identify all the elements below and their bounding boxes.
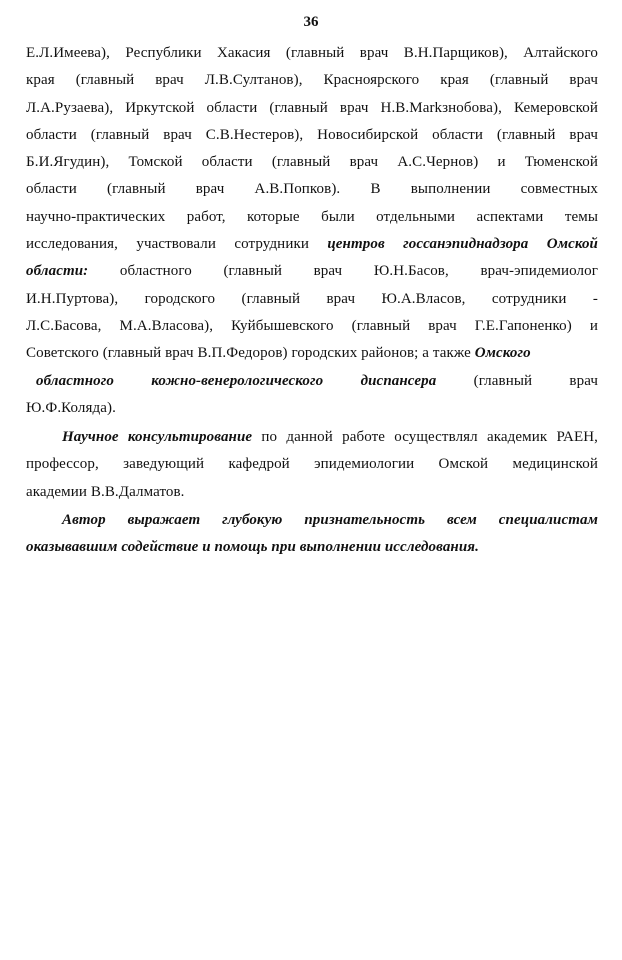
text-segment: областного (главный врач Ю.Н.Басов, врач-эпидемиолог <box>88 263 598 280</box>
text-segment: Советского (главный врач В.П.Федоров) городских районов; а также <box>26 345 475 362</box>
italic-text-segment: центров госсанэпиднадзора Омской <box>327 236 598 253</box>
text-line: Л.А.Рузаева), Иркутской области (главный врач Н.В.Markзнобова), Кемеровской <box>26 99 598 116</box>
text-line: профессор, заведующий кафедрой эпидемиологии Омской медицинской <box>26 456 598 473</box>
italic-text-segment: областного кожно-венерологического <box>36 372 324 389</box>
text-line: И.Н.Пуртова), городского (главный врач Ю.А.Власов, сотрудники - <box>26 290 598 307</box>
text-line <box>26 368 598 395</box>
italic-text-segment: диспансера <box>360 372 437 389</box>
text-line: Ю.Ф.Коляда). <box>26 399 116 416</box>
text-line <box>26 231 598 258</box>
text-segment: по данной работе осуществлял академик РАЕН, <box>252 429 598 445</box>
text-line <box>26 340 598 367</box>
text-line: Б.И.Ягудин), Томской области (главный врач А.С.Чернов) и Тюменской <box>26 154 598 171</box>
text-line: Л.С.Басова, М.А.Власова), Куйбышевского (главный врач Г.Е.Гапоненко) и <box>26 317 598 334</box>
text-segment: исследования, участвовали сотрудники <box>26 236 328 253</box>
text-line: научно-практических работ, которые были отдельными аспектами темы <box>26 208 598 225</box>
italic-text-segment: Омского <box>474 345 531 362</box>
paragraph-acknowledgement <box>26 507 598 562</box>
page-number: 36 <box>303 14 319 30</box>
text-line: Автор выражает глубокую признательность всем специалистам <box>62 512 598 528</box>
paragraph-consultation <box>26 424 598 506</box>
italic-text-segment: Научное консультирование <box>62 429 253 445</box>
text-line <box>26 258 598 285</box>
text-line <box>26 424 598 451</box>
paragraph-contributors <box>26 40 598 422</box>
text-line: края (главный врач Л.В.Султанов), Красноярского края (главный врач <box>26 72 598 89</box>
italic-text-segment: области: <box>26 263 89 280</box>
text-line: академии В.В.Далматов. <box>26 483 185 500</box>
text-line: Е.Л.Имеева), Республики Хакасия (главный врач В.Н.Парщиков), Алтайского <box>26 45 598 61</box>
text-line: оказывавшим содействие и помощь при выполнении исследования. <box>26 539 479 556</box>
text-line: области (главный врач С.В.Нестеров), Новосибирской области (главный врач <box>26 126 598 143</box>
text-segment: (главный врач <box>436 372 598 389</box>
text-line: области (главный врач А.В.Попков). В выполнении совместных <box>26 181 598 198</box>
